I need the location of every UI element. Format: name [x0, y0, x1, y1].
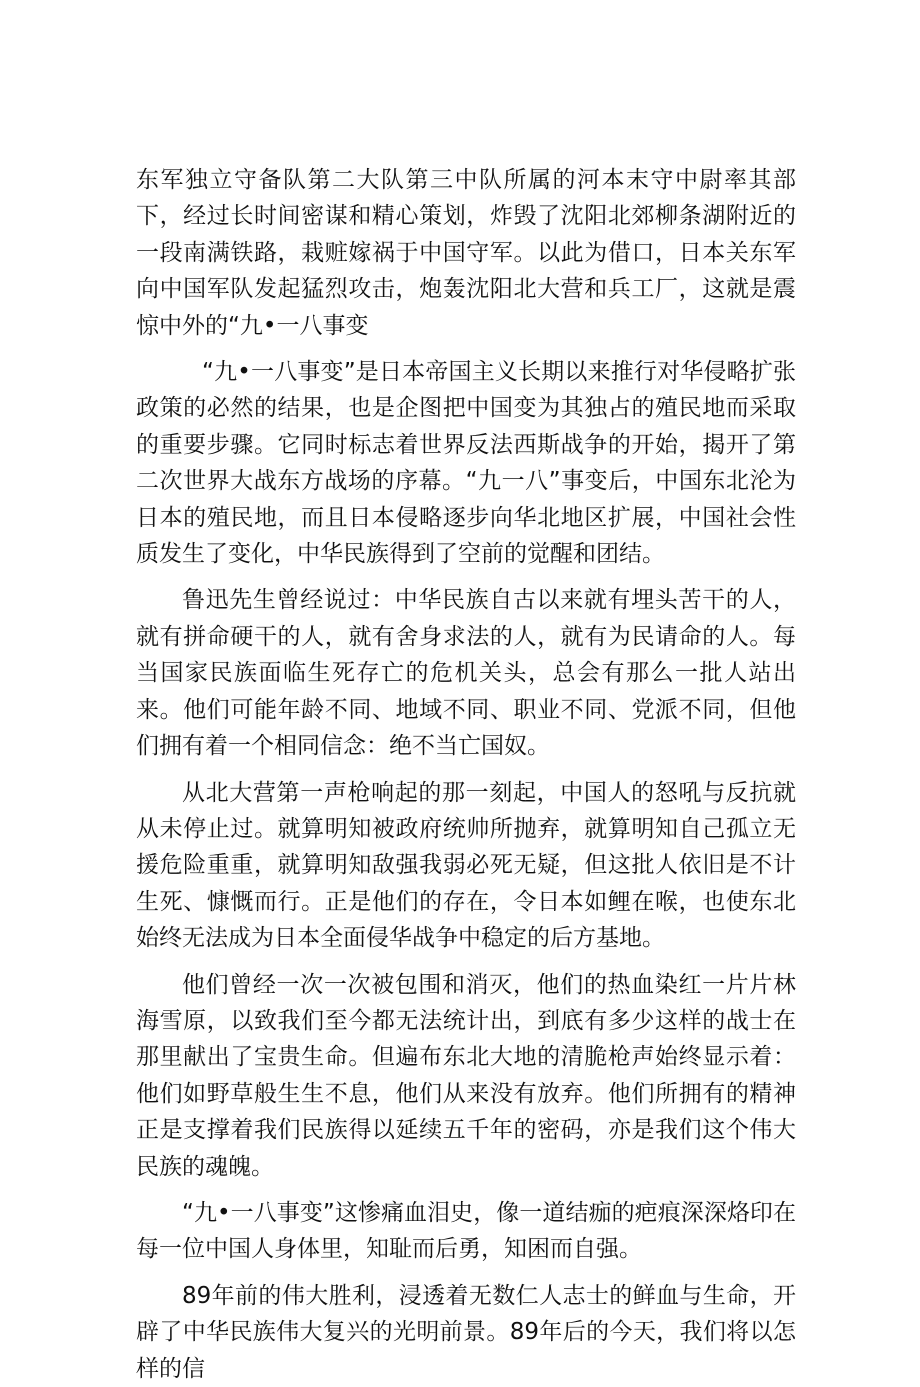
paragraph-7: 89年前的伟大胜利，浸透着无数仁人志士的鲜血与生命，开辟了中华民族伟大复兴的光明前景。89年后的今天，我们将以怎样的信 — [136, 1282, 796, 1382]
paragraph-4: 从北大营第一声枪响起的那一刻起，中国人的怒吼与反抗就从未停止过。就算明知被政府统帅所抛弃，就算明知自己孤立无援危险重重，就算明知敌强我弱必死无疑，但这批人依旧是不计生死、慷慨而行。正是他们的存在，令日本如鲤在喉，也使东北始终无法成为日本全面侵华战争中稳定的后方基地。 — [136, 779, 796, 952]
paragraph-1: 东军独立守备队第二大队第三中队所属的河本末守中尉率其部下，经过长时间密谋和精心策划，炸毁了沈阳北郊柳条湖附近的一段南满铁路，栽赃嫁祸于中国守军。以此为借口，日本关东军向中国军队发起猛烈攻击，炮轰沈阳北大营和兵工厂，这就是震惊中外的“九•一八事变 — [136, 167, 796, 339]
paragraph-5: 他们曾经一次一次被包围和消灭，他们的热血染红一片片林海雪原，以致我们至今都无法统计出，到底有多少这样的战士在那里献出了宝贵生命。但遍布东北大地的清脆枪声始终显示着：他们如野草般生生不息，他们从来没有放弃。他们所拥有的精神正是支撑着我们民族得以延续五千年的密码，亦是我们这个伟大民族的魂魄。 — [136, 971, 796, 1180]
paragraph-3: 鲁迅先生曾经说过：中华民族自古以来就有埋头苦干的人，就有拼命硬干的人，就有舍身求法的人，就有为民请命的人。每当国家民族面临生死存亡的危机关头，总会有那么一批人站出来。他们可能年龄不同、地域不同、职业不同、党派不同，但他们拥有着一个相同信念：绝不当亡国奴。 — [136, 587, 796, 760]
article-body — [136, 162, 796, 1387]
paragraph-6: “九•一八事变”这惨痛血泪史，像一道结痂的疤痕深深烙印在每一位中国人身体里，知耻而后勇，知困而自强。 — [136, 1199, 796, 1263]
paragraph-2: “九•一八事变”是日本帝国主义长期以来推行对华侵略扩张政策的必然的结果，也是企图把中国变为其独占的殖民地而采取的重要步骤。它同时标志着世界反法西斯战争的开始，揭开了第二次世界大战东方战场的序幕。“九一八”事变后，中国东北沦为日本的殖民地，而且日本侵略逐步向华北地区扩展，中国社会性质发生了变化，中华民族得到了空前的觉醒和团结。 — [136, 359, 796, 568]
